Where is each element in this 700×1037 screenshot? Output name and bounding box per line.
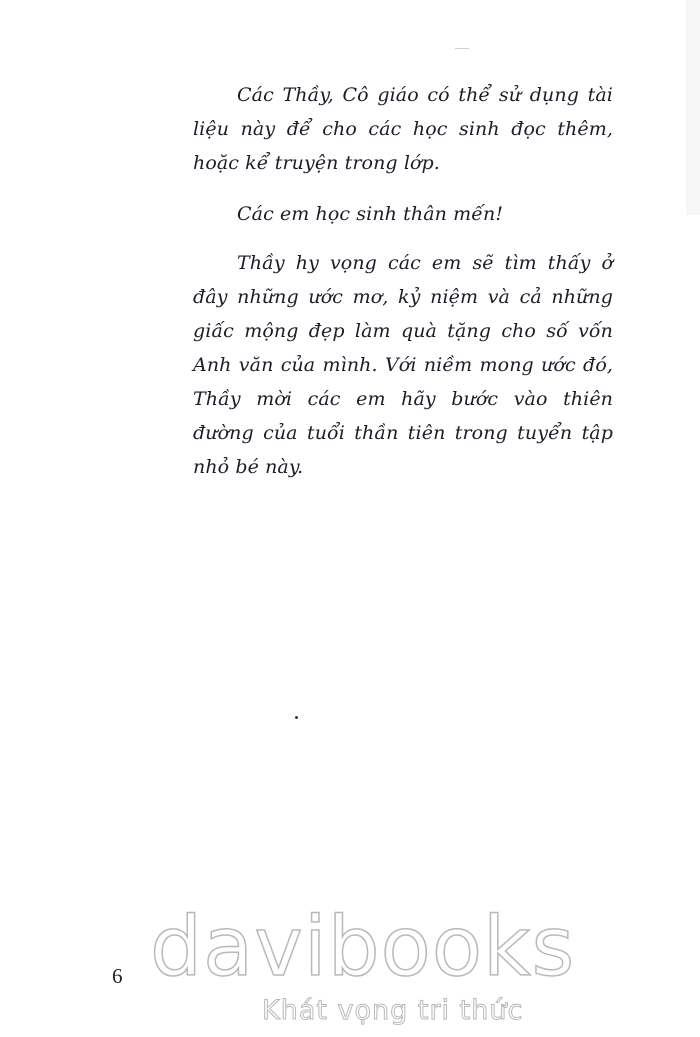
watermark-brand: davibooks (150, 900, 576, 995)
watermark-slogan: Khát vọng tri thức (262, 995, 524, 1026)
body-text (193, 78, 613, 484)
paragraph-greeting: Các em học sinh thân mến! (237, 203, 504, 225)
scan-speck (455, 48, 469, 49)
ink-dot (295, 716, 298, 719)
paragraph-teachers: Các Thầy, Cô giáo có thể sử dụng tài liệu này để cho các học sinh đọc thêm, hoặc kể truyện trong lớp. (193, 84, 613, 174)
paragraph-wishes: Thầy hy vọng các em sẽ tìm thấy ở đây những ước mơ, kỷ niệm và cả những giấc mộng đẹp làm quà tặng cho số vốn Anh văn của mình. Với niềm mong ước đó, Thầy mời các em hãy bước vào thiên đường của tuổi thần tiên trong tuyển tập nhỏ bé này. (193, 252, 613, 478)
scan-edge-shadow (686, 0, 700, 215)
page-number: 6 (112, 964, 123, 988)
